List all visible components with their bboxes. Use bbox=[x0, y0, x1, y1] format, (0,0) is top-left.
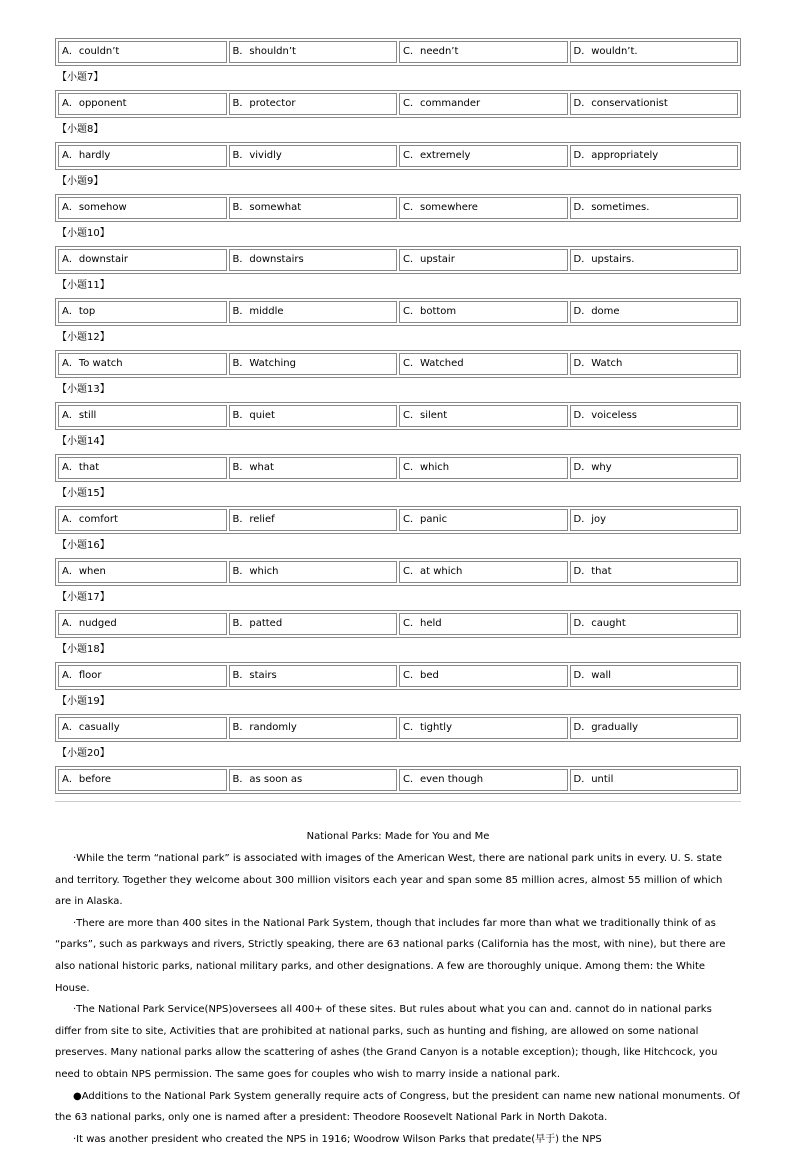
options-table bbox=[55, 558, 741, 586]
document-content bbox=[55, 38, 741, 1150]
option-cell: A．when bbox=[58, 561, 227, 583]
option-cell: C．Watched bbox=[399, 353, 568, 375]
option-cell: A．hardly bbox=[58, 145, 227, 167]
option-cell: B．what bbox=[229, 457, 398, 479]
options-table bbox=[55, 298, 741, 326]
option-cell: B．stairs bbox=[229, 665, 398, 687]
options-table bbox=[55, 90, 741, 118]
option-cell: C．tightly bbox=[399, 717, 568, 739]
option-cell: D．conservationist bbox=[570, 93, 739, 115]
option-cell: B．vividly bbox=[229, 145, 398, 167]
option-cell: B．Watching bbox=[229, 353, 398, 375]
options-table bbox=[55, 38, 741, 66]
option-cell: A．that bbox=[58, 457, 227, 479]
option-cell: B．which bbox=[229, 561, 398, 583]
options-table bbox=[55, 246, 741, 274]
option-cell: B．protector bbox=[229, 93, 398, 115]
question-label: 【小题9】 bbox=[57, 176, 104, 187]
option-cell: A．nudged bbox=[58, 613, 227, 635]
options-table bbox=[55, 506, 741, 534]
option-cell: A．downstair bbox=[58, 249, 227, 271]
option-cell: D．wouldn’t. bbox=[570, 41, 739, 63]
question-label: 【小题16】 bbox=[57, 540, 110, 551]
options-table bbox=[55, 766, 741, 794]
option-cell: A．casually bbox=[58, 717, 227, 739]
option-cell: D．upstairs. bbox=[570, 249, 739, 271]
option-cell: C．panic bbox=[399, 509, 568, 531]
question-label: 【小题11】 bbox=[57, 280, 110, 291]
option-cell: D．that bbox=[570, 561, 739, 583]
option-cell: A．top bbox=[58, 301, 227, 323]
options-table bbox=[55, 350, 741, 378]
option-cell: C．commander bbox=[399, 93, 568, 115]
option-cell: C．even though bbox=[399, 769, 568, 791]
question-label: 【小题7】 bbox=[57, 72, 104, 83]
option-cell: A．couldn’t bbox=[58, 41, 227, 63]
question-list bbox=[55, 38, 741, 794]
option-cell: D．dome bbox=[570, 301, 739, 323]
options-table bbox=[55, 610, 741, 638]
option-cell: D．sometimes. bbox=[570, 197, 739, 219]
option-cell: D．gradually bbox=[570, 717, 739, 739]
option-cell: C．upstair bbox=[399, 249, 568, 271]
options-table bbox=[55, 714, 741, 742]
option-cell: D．until bbox=[570, 769, 739, 791]
option-cell: B．downstairs bbox=[229, 249, 398, 271]
question-label: 【小题10】 bbox=[57, 228, 110, 239]
option-cell: C．bottom bbox=[399, 301, 568, 323]
question-label: 【小题8】 bbox=[57, 124, 104, 135]
option-cell: D．joy bbox=[570, 509, 739, 531]
option-cell: A．still bbox=[58, 405, 227, 427]
option-cell: A．To watch bbox=[58, 353, 227, 375]
option-cell: C．silent bbox=[399, 405, 568, 427]
option-cell: B．relief bbox=[229, 509, 398, 531]
options-table bbox=[55, 142, 741, 170]
question-label: 【小题19】 bbox=[57, 696, 110, 707]
question-label: 【小题20】 bbox=[57, 748, 110, 759]
options-table bbox=[55, 662, 741, 690]
options-table bbox=[55, 194, 741, 222]
article-paragraph: ·The National Park Service(NPS)oversees all 400+ of these sites. But rules about what you can and. cannot do in national parks differ from site to site, Activities that are prohibited at national parks, such as hunting and fishing, are allowed on some national preserves. Many national parks allow the scattering of ashes (the Grand Canyon is a notable exception); though, like Hitchcock, you need to obtain NPS permission. The same goes for couples who wish to marry inside a national park. bbox=[55, 1004, 718, 1080]
question-label: 【小题15】 bbox=[57, 488, 110, 499]
option-cell: C．extremely bbox=[399, 145, 568, 167]
option-cell: B．patted bbox=[229, 613, 398, 635]
option-cell: C．somewhere bbox=[399, 197, 568, 219]
option-cell: B．middle bbox=[229, 301, 398, 323]
section-divider bbox=[55, 801, 741, 802]
article-paragraph: ·There are more than 400 sites in the National Park System, though that includes far more than what we traditionally think of as “parks”, such as parkways and rivers, Strictly speaking, there are 63 national parks (California has the most, with nine), but there are also national historic parks, national military parks, and other designations. A few are thoroughly unique. Among them: the White House. bbox=[55, 917, 726, 994]
option-cell: A．before bbox=[58, 769, 227, 791]
question-label: 【小题13】 bbox=[57, 384, 110, 395]
option-cell: D．why bbox=[570, 457, 739, 479]
article-title: National Parks: Made for You and Me bbox=[306, 831, 490, 842]
article-paragraph: ●Additions to the National Park System generally require acts of Congress, but the president can name new national monuments. Of the 63 national parks, only one is named after a president: Theodore Roosevelt National Park in North Dakota. bbox=[55, 1090, 740, 1124]
option-cell: C．held bbox=[399, 613, 568, 635]
option-cell: A．somehow bbox=[58, 197, 227, 219]
option-cell: D．voiceless bbox=[570, 405, 739, 427]
option-cell: B．as soon as bbox=[229, 769, 398, 791]
question-label: 【小题12】 bbox=[57, 332, 110, 343]
article-body bbox=[55, 848, 741, 1150]
option-cell: C．at which bbox=[399, 561, 568, 583]
option-cell: A．opponent bbox=[58, 93, 227, 115]
option-cell: D．caught bbox=[570, 613, 739, 635]
option-cell: C．which bbox=[399, 457, 568, 479]
option-cell: C．needn’t bbox=[399, 41, 568, 63]
question-label: 【小题18】 bbox=[57, 644, 110, 655]
options-table bbox=[55, 454, 741, 482]
article-paragraph: ·It was another president who created the NPS in 1916; Woodrow Wilson Parks that predate(早于) the NPS bbox=[73, 1133, 602, 1145]
option-cell: D．Watch bbox=[570, 353, 739, 375]
option-cell: B．randomly bbox=[229, 717, 398, 739]
option-cell: D．wall bbox=[570, 665, 739, 687]
option-cell: B．quiet bbox=[229, 405, 398, 427]
options-table bbox=[55, 402, 741, 430]
option-cell: C．bed bbox=[399, 665, 568, 687]
option-cell: B．somewhat bbox=[229, 197, 398, 219]
question-label: 【小题14】 bbox=[57, 436, 110, 447]
question-label: 【小题17】 bbox=[57, 592, 110, 603]
article-paragraph: ·While the term “national park” is associated with images of the American West, there are national park units in every. U. S. state and territory. Together they welcome about 300 million visitors each year and span some 85 million acres, almost 55 million of which are in Alaska. bbox=[55, 853, 723, 908]
option-cell: A．floor bbox=[58, 665, 227, 687]
option-cell: B．shouldn’t bbox=[229, 41, 398, 63]
option-cell: A．comfort bbox=[58, 509, 227, 531]
option-cell: D．appropriately bbox=[570, 145, 739, 167]
